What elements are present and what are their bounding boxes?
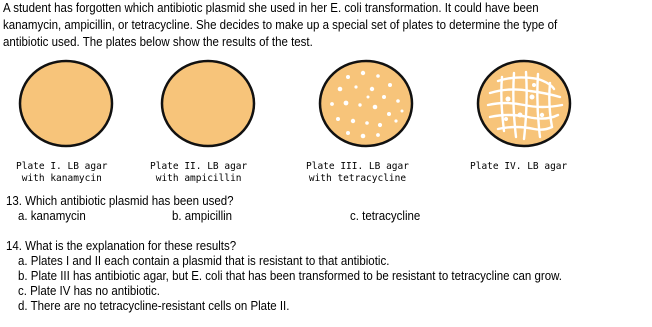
question-14-option-c: c. Plate IV has no antibiotic.	[18, 284, 160, 298]
plate-label-line: Plate I. LB agar	[16, 161, 108, 172]
plate-label-line: Plate IV. LB agar	[470, 161, 568, 172]
plate-label-line: with kanamycin	[21, 173, 102, 184]
question-13-option-c: c. tetracycline	[350, 209, 421, 223]
plate-label-line: with tetracycline	[308, 173, 407, 184]
plate-label-line: Plate II. LB agar	[150, 161, 248, 172]
plate-label-line: with ampicillin	[155, 173, 242, 184]
question-13-option-b: b. ampicillin	[172, 209, 233, 223]
plate-3-label	[306, 161, 409, 185]
question-14-option-b: b. Plate III has antibiotic agar, but E. coli that has been transformed to be resistant to tetracycline can grow.	[18, 269, 563, 283]
question-13-option-a: a. kanamycin	[18, 209, 86, 223]
plate-3-image	[318, 59, 414, 148]
plate-2-label	[150, 161, 247, 185]
plate-2-image	[160, 59, 256, 148]
question-14: 14. What is the explanation for these results?	[6, 239, 237, 253]
intro-line: kanamycin, ampicillin, or tetracycline. She decides to make up a special set of plates to determine the type of	[3, 18, 558, 32]
plate-4-label	[470, 161, 567, 173]
plate-label-line: Plate III. LB agar	[306, 161, 409, 172]
plate-1-label	[16, 161, 108, 185]
intro-line: antibiotic used. The plates below show the results of the test.	[3, 35, 313, 49]
question-13: 13. Which antibiotic plasmid has been used?	[6, 194, 234, 208]
plate-1-image	[18, 59, 114, 148]
question-14-option-a: a. Plates I and II each contain a plasmid that is resistant to that antibiotic.	[18, 254, 390, 268]
plate-4-image	[476, 59, 572, 148]
intro-paragraph	[3, 0, 573, 51]
intro-line: A student has forgotten which antibiotic plasmid she used in her E. coli transformation. It could have been	[3, 1, 539, 15]
question-14-option-d: d. There are no tetracycline-resistant cells on Plate II.	[18, 299, 290, 313]
